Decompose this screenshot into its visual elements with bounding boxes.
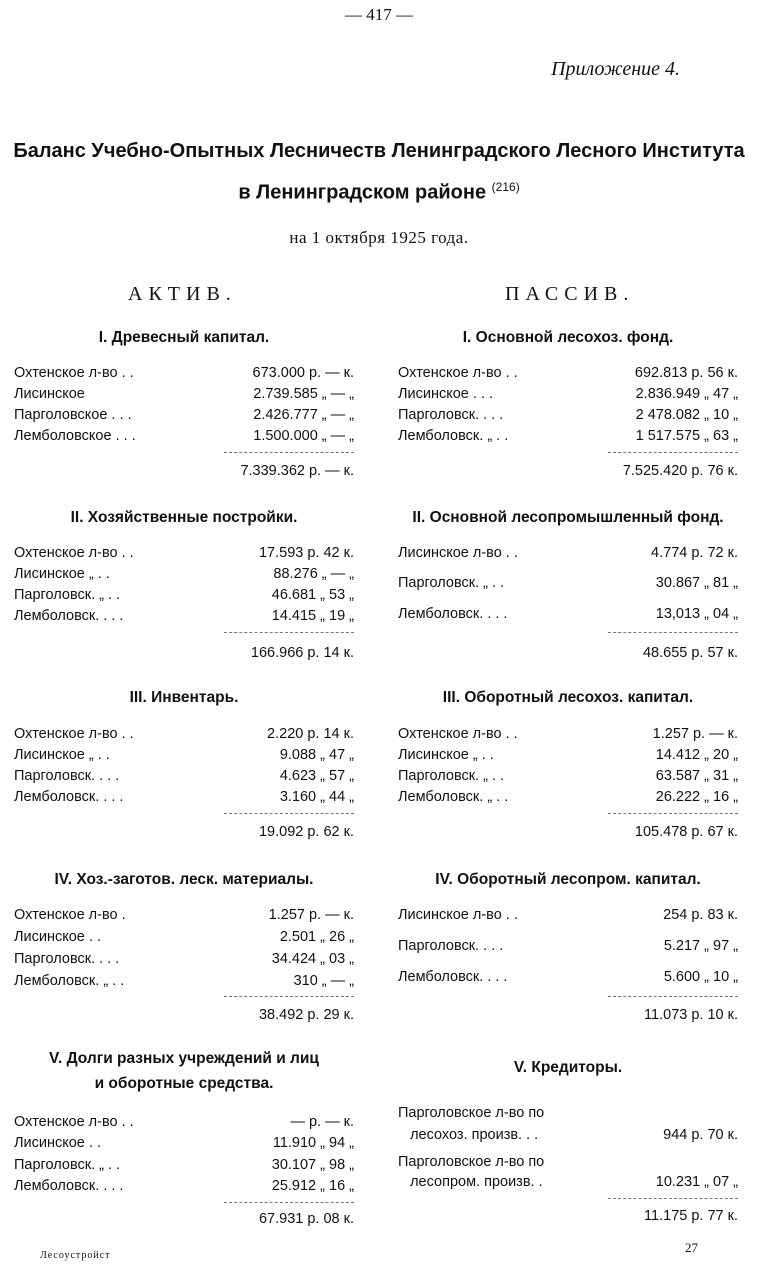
- table-row: [14, 905, 354, 925]
- table-row: [14, 543, 354, 563]
- table-row: [14, 1133, 354, 1153]
- sum-rule: [608, 632, 738, 633]
- section-total: 48.655 р. 57 к.: [642, 645, 738, 661]
- table-row: [14, 363, 354, 383]
- row-name: Лисинское . . .: [398, 386, 494, 402]
- row-name: Охтенское л-во . .: [14, 365, 134, 381]
- row-value: 13,013 „ 04 „: [655, 606, 738, 622]
- table-row: [14, 971, 354, 991]
- row-name: Лемболовск. . . .: [398, 969, 508, 985]
- row-value: 4.623 „ 57 „: [279, 768, 354, 784]
- sum-rule: [224, 632, 354, 633]
- aktiv-section-title: V. Долги разных учреждений и лиц: [49, 1050, 319, 1067]
- row-value: 5.217 „ 97 „: [663, 938, 738, 954]
- printer-mark: Лесоустройст: [40, 1250, 111, 1261]
- sum-rule: [224, 1202, 354, 1203]
- aktiv-heading: АКТИВ.: [128, 283, 237, 305]
- sum-rule: [608, 813, 738, 814]
- section-total: 7.525.420 р. 76 к.: [622, 463, 738, 479]
- page-number: — 417 —: [345, 5, 413, 24]
- row-name: Лисинское л-во . .: [398, 545, 518, 561]
- table-row: [398, 543, 738, 563]
- aktiv-section-title: I. Древесный капитал.: [98, 329, 270, 346]
- row-value: 17.593 р. 42 к.: [258, 545, 354, 561]
- row-name: Лисинское „ . .: [14, 566, 110, 582]
- table-row: [14, 1176, 354, 1196]
- row-name: Парголовск. . . .: [14, 768, 120, 784]
- table-row: [14, 949, 354, 969]
- title-reference: (216): [491, 180, 520, 194]
- table-row: [398, 1172, 738, 1192]
- row-name: Охтенское л-во . .: [14, 726, 134, 742]
- table-row: [14, 724, 354, 744]
- table-row: [398, 573, 738, 593]
- table-row: [398, 604, 738, 624]
- row-name: Охтенское л-во . .: [398, 365, 518, 381]
- row-name: Лемболовское . . .: [14, 428, 136, 444]
- row-value: 2.739.585 „ — „: [253, 386, 354, 402]
- aktiv-section-title: IV. Хоз.-заготов. леск. материалы.: [54, 871, 314, 888]
- passiv-section-title: V. Кредиторы.: [513, 1059, 623, 1076]
- row-value: 30.107 „ 98 „: [271, 1157, 354, 1173]
- sum-rule: [608, 996, 738, 997]
- table-row: [398, 787, 738, 807]
- row-value: 692.813 р. 56 к.: [634, 365, 738, 381]
- row-name: Лемболовск. „ . .: [398, 428, 509, 444]
- row-name: Охтенское л-во . .: [14, 1114, 134, 1130]
- appendix-label: Приложение 4.: [551, 58, 680, 80]
- table-row: [14, 1112, 354, 1132]
- row-value: 944 р. 70 к.: [663, 1127, 738, 1143]
- section-total: 166.966 р. 14 к.: [250, 645, 354, 661]
- date-line: на 1 октября 1925 года.: [289, 228, 469, 247]
- aktiv-section-title-cont: и оборотные средства.: [94, 1075, 274, 1092]
- table-row: [14, 426, 354, 446]
- row-value: 3.160 „ 44 „: [279, 789, 354, 805]
- row-value: 1.500.000 „ — „: [253, 428, 354, 444]
- row-name: Лисинское: [14, 386, 85, 402]
- row-name: Лисинское . .: [14, 1135, 101, 1151]
- sum-rule: [224, 452, 354, 453]
- section-total: 67.931 р. 08 к.: [258, 1211, 354, 1227]
- row-value: 10.231 „ 07 „: [655, 1174, 738, 1190]
- table-row: [14, 405, 354, 425]
- row-value: 14.415 „ 19 „: [271, 608, 354, 624]
- table-row: [398, 745, 738, 765]
- aktiv-section-title: II. Хозяйственные постройки.: [70, 509, 298, 526]
- table-row: [14, 1155, 354, 1175]
- table-row: [14, 585, 354, 605]
- sum-rule: [608, 452, 738, 453]
- title-line2-text: в Ленинградском районе: [238, 181, 487, 204]
- row-name: Лисинское . .: [14, 929, 101, 945]
- row-value: 1.257 р. — к.: [268, 907, 354, 923]
- row-name: Парголовск. „ . .: [14, 587, 121, 603]
- sum-rule: [608, 1198, 738, 1199]
- row-name: Охтенское л-во . .: [14, 545, 134, 561]
- section-total: 11.073 р. 10 к.: [644, 1007, 738, 1023]
- row-value: 4.774 р. 72 к.: [651, 545, 738, 561]
- row-value: 673.000 р. — к.: [252, 365, 354, 381]
- row-name: Парголовск. . . .: [14, 951, 120, 967]
- row-value: 1 517.575 „ 63 „: [635, 428, 738, 444]
- table-row: [398, 384, 738, 404]
- table-row: [14, 787, 354, 807]
- row-value: 46.681 „ 53 „: [271, 587, 354, 603]
- row-name: Лемболовск. . . .: [398, 606, 508, 622]
- row-value: 254 р. 83 к.: [663, 907, 738, 923]
- table-row: [398, 936, 738, 956]
- row-value: 310 „ — „: [293, 973, 354, 989]
- table-row: [398, 1125, 738, 1145]
- row-name: Парголовск. „ . .: [14, 1157, 121, 1173]
- section-total: 19.092 р. 62 к.: [258, 824, 354, 840]
- row-name: Парголовск. „ . .: [398, 575, 505, 591]
- passiv-section-title: IV. Оборотный лесопром. капитал.: [435, 871, 701, 888]
- row-value: 5.600 „ 10 „: [663, 969, 738, 985]
- section-total: 7.339.362 р. — к.: [240, 463, 354, 479]
- row-value: 2 478.082 „ 10 „: [635, 407, 738, 423]
- sum-rule: [224, 996, 354, 997]
- row-name: Лемболовск. . . .: [14, 789, 124, 805]
- row-value: 2.836.949 „ 47 „: [635, 386, 738, 402]
- row-name: лесопром. произв. .: [398, 1174, 543, 1190]
- row-value: 2.220 р. 14 к.: [267, 726, 354, 742]
- row-value: 63.587 „ 31 „: [655, 768, 738, 784]
- table-row: [398, 967, 738, 987]
- passiv-section-title: III. Оборотный лесохоз. капитал.: [442, 689, 694, 706]
- passiv-heading: ПАССИВ.: [505, 283, 635, 305]
- table-row: [398, 724, 738, 744]
- row-value: 30.867 „ 81 „: [655, 575, 738, 591]
- table-row: [398, 1103, 738, 1123]
- passiv-section-title: I. Основной лесохоз. фонд.: [462, 329, 674, 346]
- passiv-section-title: II. Основной лесопромышленный фонд.: [412, 509, 724, 526]
- row-name: Лемболовск. . . .: [14, 1178, 124, 1194]
- row-value: 14.412 „ 20 „: [655, 747, 738, 763]
- table-row: [14, 766, 354, 786]
- row-value: 26.222 „ 16 „: [655, 789, 738, 805]
- table-row: [398, 1152, 738, 1172]
- row-value: — р. — к.: [290, 1114, 354, 1130]
- row-name: Лемболовск. „ . .: [14, 973, 125, 989]
- document-title-line2: [0, 180, 758, 205]
- row-name: Парголовское л-во по: [398, 1105, 545, 1121]
- row-value: 2.426.777 „ — „: [253, 407, 354, 423]
- row-name: Парголовск. „ . .: [398, 768, 505, 784]
- row-name: Лисинское „ . .: [14, 747, 110, 763]
- document-title-line1: Баланс Учебно-Опытных Лесничеств Ленинградского Лесного Института: [13, 140, 745, 162]
- row-name: Парголовское л-во по: [398, 1154, 545, 1170]
- table-row: [14, 927, 354, 947]
- row-name: Парголовск. . . .: [398, 938, 504, 954]
- table-row: [14, 606, 354, 626]
- section-total: 105.478 р. 67 к.: [634, 824, 738, 840]
- row-value: 88.276 „ — „: [273, 566, 354, 582]
- row-name: Лисинское л-во . .: [398, 907, 518, 923]
- table-row: [398, 363, 738, 383]
- sum-rule: [224, 813, 354, 814]
- row-name: Лемболовск. „ . .: [398, 789, 509, 805]
- row-name: Охтенское л-во .: [14, 907, 126, 923]
- row-value: 9.088 „ 47 „: [279, 747, 354, 763]
- row-name: Парголовск. . . .: [398, 407, 504, 423]
- aktiv-section-title: III. Инвентарь.: [129, 689, 239, 706]
- row-value: 2.501 „ 26 „: [279, 929, 354, 945]
- row-name: лесохоз. произв. . .: [398, 1127, 539, 1143]
- signature-number: 27: [685, 1240, 698, 1255]
- row-value: 11.910 „ 94 „: [272, 1135, 354, 1151]
- table-row: [14, 384, 354, 404]
- section-total: 11.175 р. 77 к.: [644, 1208, 738, 1224]
- row-name: Парголовское . . .: [14, 407, 132, 423]
- row-name: Лисинское „ . .: [398, 747, 494, 763]
- section-total: 38.492 р. 29 к.: [258, 1007, 354, 1023]
- row-value: 1.257 р. — к.: [652, 726, 738, 742]
- table-row: [398, 426, 738, 446]
- table-row: [398, 405, 738, 425]
- table-row: [14, 564, 354, 584]
- row-value: 25.912 „ 16 „: [271, 1178, 354, 1194]
- table-row: [398, 766, 738, 786]
- row-name: Лемболовск. . . .: [14, 608, 124, 624]
- table-row: [398, 905, 738, 925]
- row-name: Охтенское л-во . .: [398, 726, 518, 742]
- row-value: 34.424 „ 03 „: [271, 951, 354, 967]
- table-row: [14, 745, 354, 765]
